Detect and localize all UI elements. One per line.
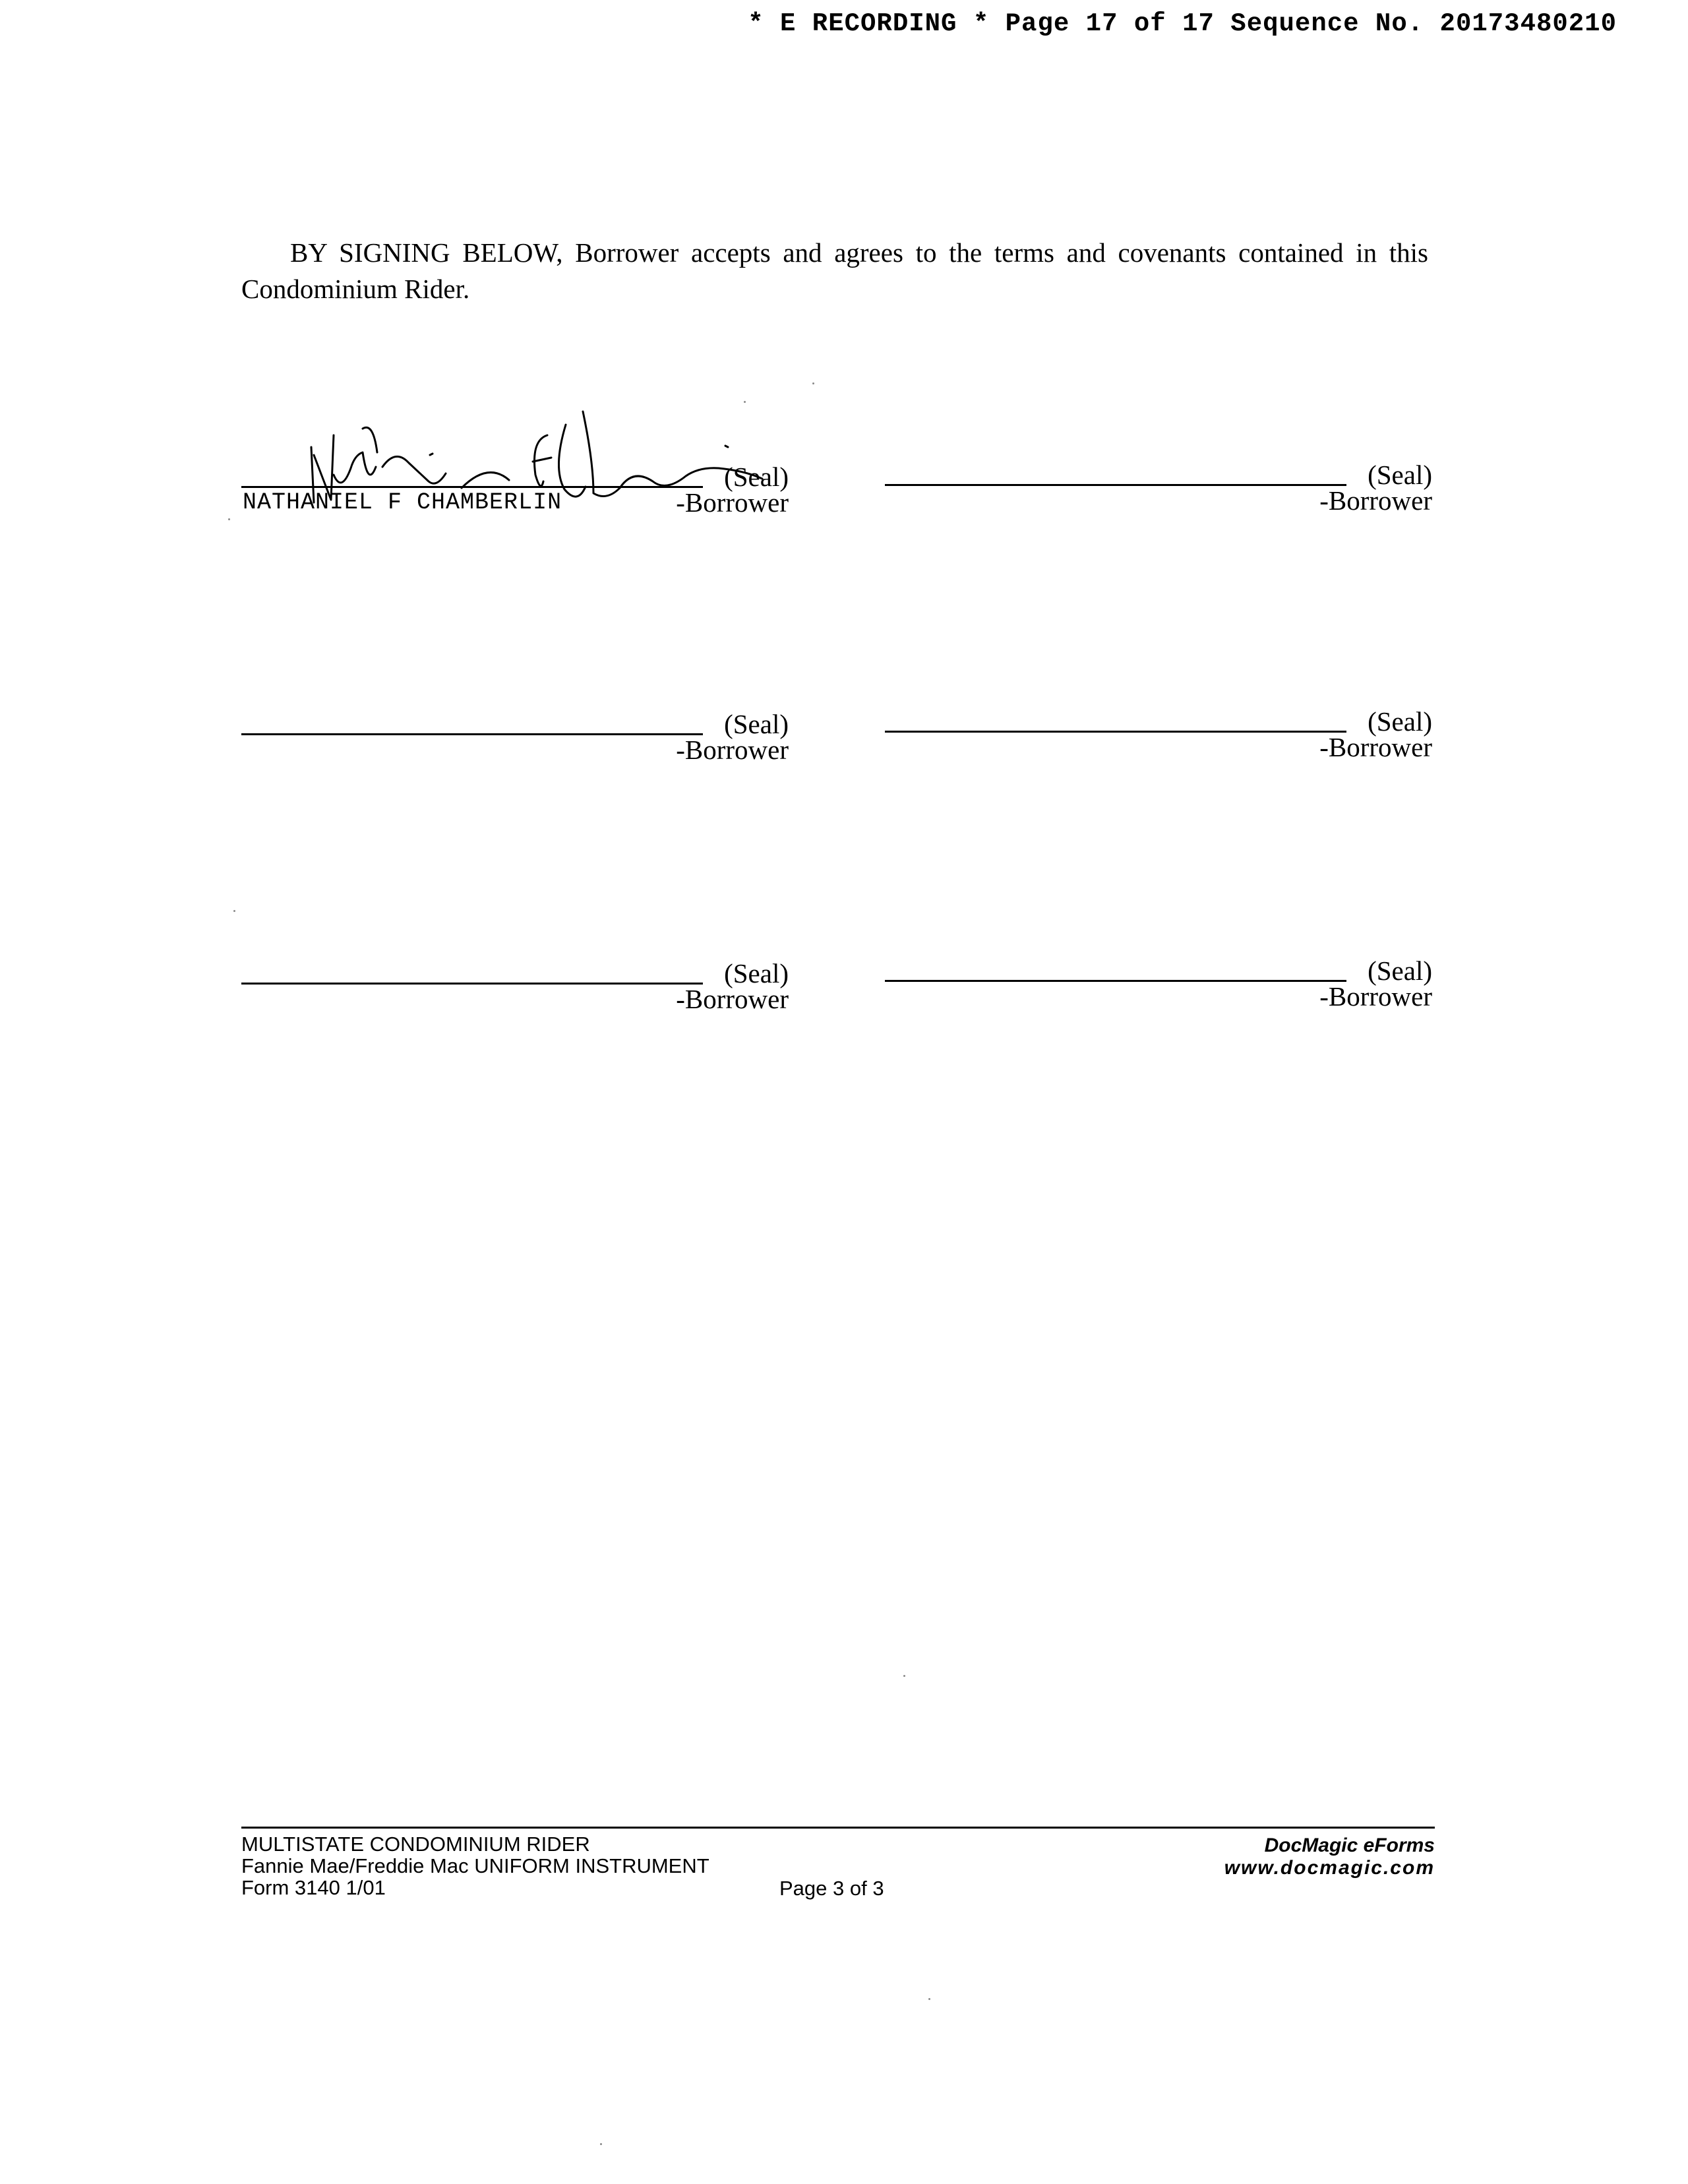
brand-name: DocMagic eForms [1264, 1835, 1435, 1856]
scan-speck [600, 2143, 602, 2145]
signature-line[interactable] [885, 731, 1346, 733]
borrower-label: -Borrower [1319, 485, 1432, 516]
scan-speck [812, 382, 814, 384]
form-title: MULTISTATE CONDOMINIUM RIDER [241, 1833, 590, 1856]
form-number: Form 3140 1/01 [241, 1876, 386, 1899]
instrument-name: Fannie Mae/Freddie Mac UNIFORM INSTRUMENT [241, 1854, 709, 1877]
scan-speck [928, 1998, 930, 2000]
page-number: Page 3 of 3 [779, 1877, 884, 1900]
seal-label: (Seal) [724, 709, 789, 739]
seal-label: (Seal) [724, 462, 789, 492]
form-identification [241, 1833, 709, 1898]
signing-statement: BY SIGNING BELOW, Borrower accepts and agrees to the terms and covenants contained in this Condominium Rider. [241, 237, 1428, 304]
borrower-label: -Borrower [676, 735, 789, 765]
seal-label: (Seal) [724, 958, 789, 988]
signature-block-3 [241, 709, 789, 765]
signature-line[interactable] [241, 983, 703, 985]
signature-line[interactable] [885, 484, 1346, 486]
signature-block-2 [885, 460, 1432, 516]
borrower-label: -Borrower [676, 487, 789, 518]
footer-divider [241, 1827, 1435, 1829]
borrower-label: -Borrower [676, 984, 789, 1014]
signature-block-4 [885, 706, 1432, 762]
borrower-name: NATHANIEL F CHAMBERLIN [243, 489, 562, 516]
seal-label: (Seal) [1368, 460, 1432, 490]
signature-block-5 [241, 958, 789, 1014]
seal-label: (Seal) [1368, 706, 1432, 737]
recording-header: * E RECORDING * Page 17 of 17 Sequence No. 20173480210 [748, 9, 1617, 38]
seal-label: (Seal) [1368, 956, 1432, 986]
signature-line[interactable] [241, 486, 703, 488]
scan-speck [233, 910, 235, 912]
signature-block-6 [885, 956, 1432, 1012]
signature-line[interactable] [241, 733, 703, 735]
scan-speck [744, 401, 746, 403]
signature-block-1 [241, 462, 789, 518]
scan-speck [903, 1675, 905, 1677]
website-url: www.docmagic.com [1224, 1857, 1435, 1879]
borrower-label: -Borrower [1319, 732, 1432, 762]
signature-line[interactable] [885, 980, 1346, 982]
scan-speck [228, 518, 230, 520]
borrower-label: -Borrower [1319, 981, 1432, 1012]
docmagic-logo [1224, 1835, 1435, 1879]
